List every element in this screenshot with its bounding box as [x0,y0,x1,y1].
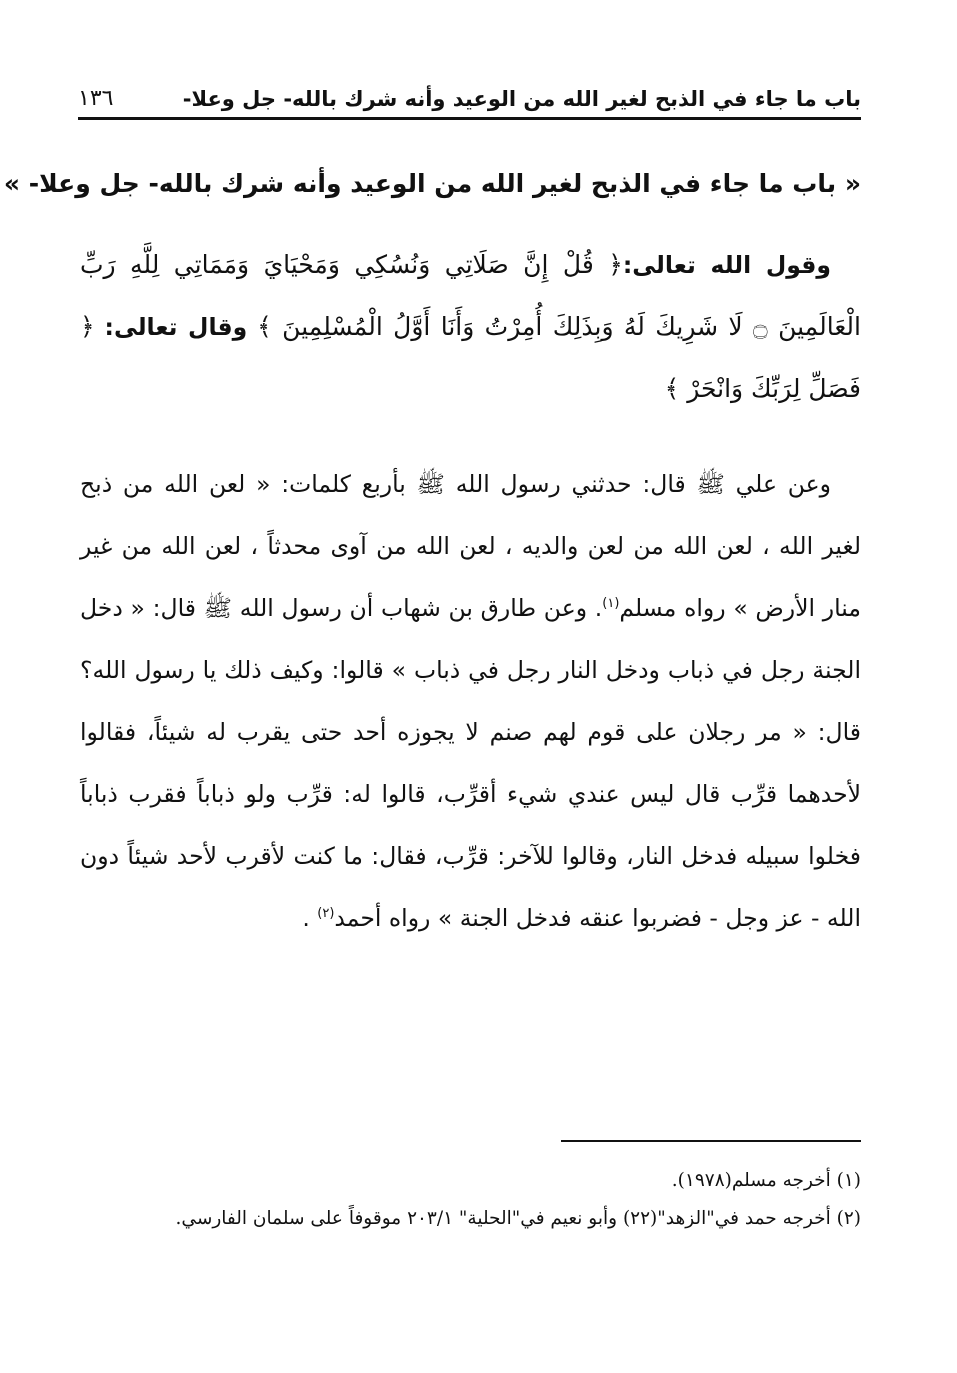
hadith-text-3: . [302,904,318,932]
paragraph-hadith [80,453,861,949]
page-number: ١٣٦ [78,85,114,111]
quran-verse-1: ﴿ قُلْ إِنَّ صَلَاتِي وَنُسُكِي وَمَحْيَايَ وَمَمَاتِي لِلَّهِ رَبِّ الْعَالَمِينَ ۝ لَا شَرِيكَ لَهُ وَبِذَلِكَ أُمِرْتُ وَأَنَا أَوَّلُ الْمُسْلِمِينَ ﴾ [80,250,861,341]
paragraph-lead: وقول الله تعالى: [622,251,831,279]
footnote-divider [561,1140,861,1142]
chapter-title: « باب ما جاء في الذبح لغير الله من الوعيد وأنه شرك بالله- جل وعلا- » [3,169,861,198]
connector-text: وقال تعالى: [104,313,248,341]
footnote-ref-1[interactable]: (١) [602,596,620,612]
page-header [78,72,861,120]
paragraph-quran-verses [80,234,861,420]
footnote-1: (١) أخرجه مسلم(١٩٧٨). [671,1170,861,1191]
footnote-ref-2[interactable]: (٢) [317,906,335,922]
hadith-text-1: وعن علي ﷺ قال: حدثني رسول الله ﷺ بأربع كلمات: « لعن الله من ذبح لغير الله ، لعن الله من لعن والديه ، لعن الله من آوى محدثاً ، لعن الله من غير منار الأرض » رواه مسلم [80,470,861,622]
quran-verse-2: ﴿ فَصَلِّ لِرَبِّكَ وَانْحَرْ ﴾ [80,312,861,403]
footnote-2: (٢) أخرجه حمد في"الزهد"(٢٢) وأبو نعيم في"الحلية" ٢٠٣/١ موقوفاً على سلمان الفارسي. [175,1208,861,1229]
running-title: باب ما جاء في الذبح لغير الله من الوعيد وأنه شرك بالله- جل وعلا- [182,86,861,111]
footnotes [80,1162,861,1238]
hadith-text-2: . وعن طارق بن شهاب أن رسول الله ﷺ قال: « دخل الجنة رجل في ذباب ودخل النار رجل في ذباب » قالوا: وكيف ذلك يا رسول الله؟ قال: « مر رجلان على قوم لهم صنم لا يجوزه أحد حتى يقرب له شيئاً، فقالوا لأحدهما قرِّب قال ليس عندي شيء أقرِّب، قالوا له: قرِّب ولو ذباباً فقرب ذباباً فخلوا سبيله فدخل النار، وقالوا للآخر: قرِّب، فقال: ما كنت لأقرب لأحد شيئاً دون الله - عز وجل - فضربوا عنقه فدخل الجنة » رواه أحمد [80,594,861,932]
